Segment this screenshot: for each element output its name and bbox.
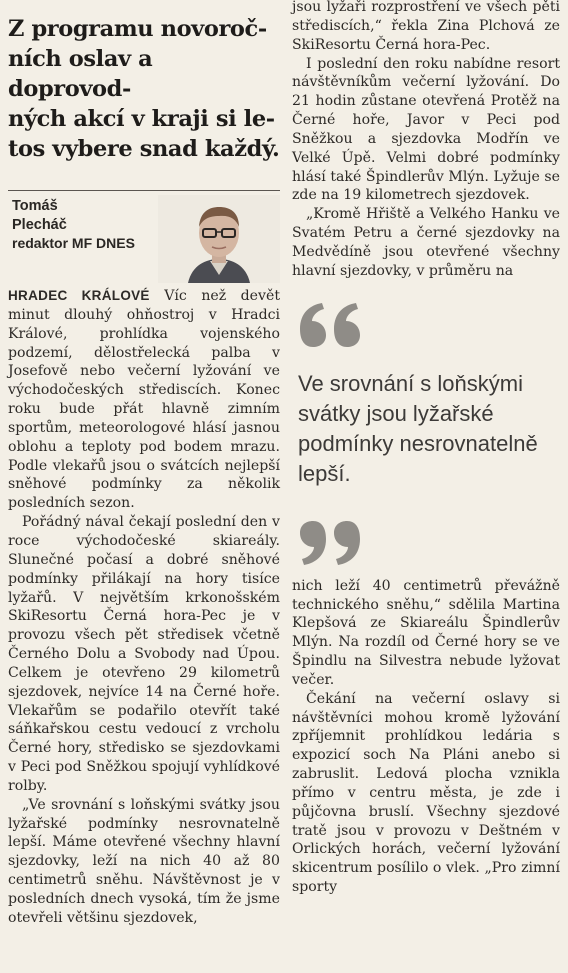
- open-quote-icon: [296, 299, 366, 349]
- byline: [8, 191, 280, 287]
- author-first-name: Tomáš: [12, 198, 58, 214]
- lead-line: ných akcí v kraji si le-: [8, 106, 275, 132]
- pull-quote-box: [292, 289, 560, 577]
- article-body-right-continued: [292, 577, 560, 897]
- paragraph: [8, 287, 280, 513]
- paragraph-text: Víc než devět minut dlouhý ohňostroj v Hradci Králové, prohlídka vojenského podzemí, dělostřelecká palba v Josefově nebo večerní lyžování ve východočeských střediscích. Konec roku bude přát hlavně zimním sportům, meteorologové hlásí jasnou oblohu a teploty pod bodem mrazu. Podle vlekařů jsou o svátcích nejlepší sněhové podmínky za několik posledních sezon.: [8, 288, 280, 512]
- left-column: [8, 0, 280, 928]
- right-column: [292, 0, 560, 897]
- pull-quote: Ve srovnání s loňskými svátky jsou lyžařské podmínky nesrovnatelně lepší.: [298, 370, 538, 486]
- paragraph: Čekání na večerní oslavy si návštěvníci mohou kromě lyžování zpříjemnit prohlídkou ledária s expozicí soch Na Pláni anebo si zabruslit. Ledová plocha vznikla přímo v centru města, je zde i půjčovna bruslí. Všechny sjezdové tratě jsou v provozu v Deštném v Orlických horách, večerní lyžování skicentrum posílilo o vlek. „Pro zimní sporty: [292, 690, 560, 896]
- paragraph: „Kromě Hřiště a Velkého Hanku ve Svatém Petru a černé sjezdovky na Medvědíně jsou otevřené všechny hlavní sjezdovky, v průměru na: [292, 206, 560, 279]
- paragraph: nich leží 40 centimetrů převážně technického sněhu,“ sdělila Martina Klepšová ze Skiareálu Špindlerův Mlýn. Na rozdíl od Černé hory se ve Špindlu na Silvestra nebude lyžovat večer.: [292, 577, 560, 688]
- paragraph: I poslední den roku nabídne resort návštěvníkům večerní lyžování. Do 21 hodin zůstane otevřená Protěž na Černé hoře, Javor v Peci pod Sněžkou a sjezdovka Modřín ve Velké Úpě. Velmi dobré podmínky hlásí také Špindlerův Mlýn. Lyžuje se zde na 19 kilometrech sjezdovek.: [292, 55, 560, 204]
- author-last-name: Plecháč: [12, 217, 67, 233]
- paragraph: Pořádný nával čekají poslední den v roce východočeské skiareály. Slunečné počasí a dobré sněhové podmínky přilákají na hory tisíce lyžařů. V největším krkonošském SkiResortu Černá hora-Pec je v provozu všech pět středisek včetně Černého Dolu a Svobody nad Úpou. Celkem je otevřeno 29 kilometrů sjezdovek, nejvíce 14 na Černé hoře. Vlekařům se podařilo otevřít také sáňkařskou cestu vedoucí z vrcholu Černé hory, středisko se sjezdovkami v Peci pod Sněžkou spojují vyhlídkové rolby.: [8, 514, 280, 794]
- author-name: [12, 197, 67, 235]
- dateline: HRADEC KRÁLOVÉ: [8, 288, 150, 303]
- lead-line: Z programu novoroč-: [8, 16, 267, 42]
- lead-headline: [8, 14, 280, 164]
- author-role: redaktor MF DNES: [12, 235, 135, 251]
- close-quote-icon: [296, 519, 366, 569]
- paragraph: jsou lyžaři rozprostření ve všech pěti střediscích,“ řekla Zina Plchová ze SkiResortu Černá hora-Pec.: [292, 0, 560, 53]
- article-body-left: [8, 287, 280, 928]
- author-photo: [158, 195, 280, 283]
- paragraph: „Ve srovnání s loňskými svátky jsou lyžařské podmínky nesrovnatelně lepší. Máme otevřené všechny hlavní sjezdovky, leží na nich 40 až 80 centimetrů sněhu. Návštěvnost je v posledních dnech vysoká, tím že jsme otevřeli většinu sjezdovek,: [8, 796, 280, 926]
- author-photo-icon: [158, 195, 280, 283]
- article-body-right: [292, 0, 560, 281]
- lead-line: ních oslav a doprovod-: [8, 46, 153, 102]
- lead-line: tos vybere snad každý.: [8, 136, 280, 162]
